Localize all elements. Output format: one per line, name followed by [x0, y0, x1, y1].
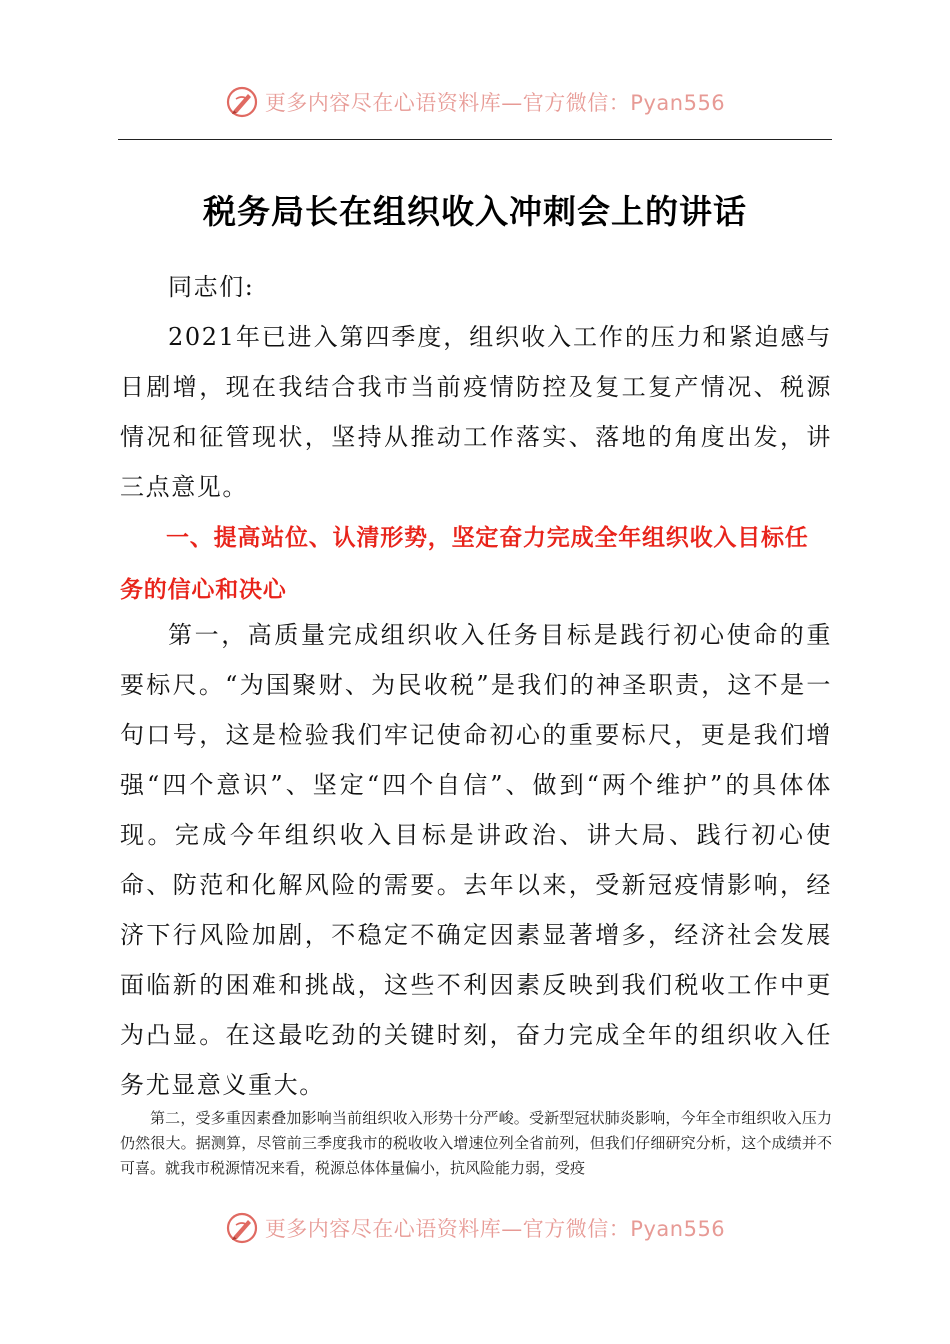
intro-paragraph: 2021年已进入第四季度，组织收入工作的压力和紧迫感与日剧增，现在我结合我市当前疫情防控及复工复产情况、税源情况和征管现状，坚持从推动工作落实、落地的角度出发，讲三点意见。 — [120, 323, 832, 501]
document-title: 税务局长在组织收入冲刺会上的讲话 — [203, 192, 747, 231]
pen-logo-icon — [225, 85, 259, 119]
header-watermark — [0, 82, 950, 122]
paragraph-second-point: 第二，受多重因素叠加影响当前组织收入形势十分严峻。受新型冠状肺炎影响，今年全市组织收入压力仍然很大。据测算，尽管前三季度我市的税收收入增速位列全省前列，但我们仔细研究分析，这个成绩并不可喜。就我市税源情况来看，税源总体体量偏小，抗风险能力弱，受疫 — [120, 1109, 832, 1177]
greeting: 同志们: — [168, 273, 255, 301]
watermark-text: 更多内容尽在心语资料库—官方微信：Pyan556 — [264, 1217, 726, 1241]
pen-logo-icon — [225, 1211, 259, 1245]
section-heading-1: 一、提高站位、认清形势，坚定奋力完成全年组织收入目标任务的信心和决心 — [120, 525, 809, 603]
header-divider — [118, 139, 832, 140]
watermark-text: 更多内容尽在心语资料库—官方微信：Pyan556 — [264, 91, 726, 115]
paragraph-first-point: 第一，高质量完成组织收入任务目标是践行初心使命的重要标尺。“为国聚财、为民收税”是我们的神圣职责，这不是一句口号，这是检验我们牢记使命初心的重要标尺，更是我们增强“四个意识”、坚定“四个自信”、做到“两个维护”的具体体现。完成今年组织收入目标是讲政治、讲大局、践行初心使命、防范和化解风险的需要。去年以来，受新冠疫情影响，经济下行风险加剧，不稳定不确定因素显著增多，经济社会发展面临新的困难和挑战，这些不利因素反映到我们税收工作中更为凸显。在这最吃劲的关键时刻，奋力完成全年的组织收入任务尤显意义重大。 — [120, 621, 832, 1099]
footer-watermark — [0, 1208, 950, 1248]
